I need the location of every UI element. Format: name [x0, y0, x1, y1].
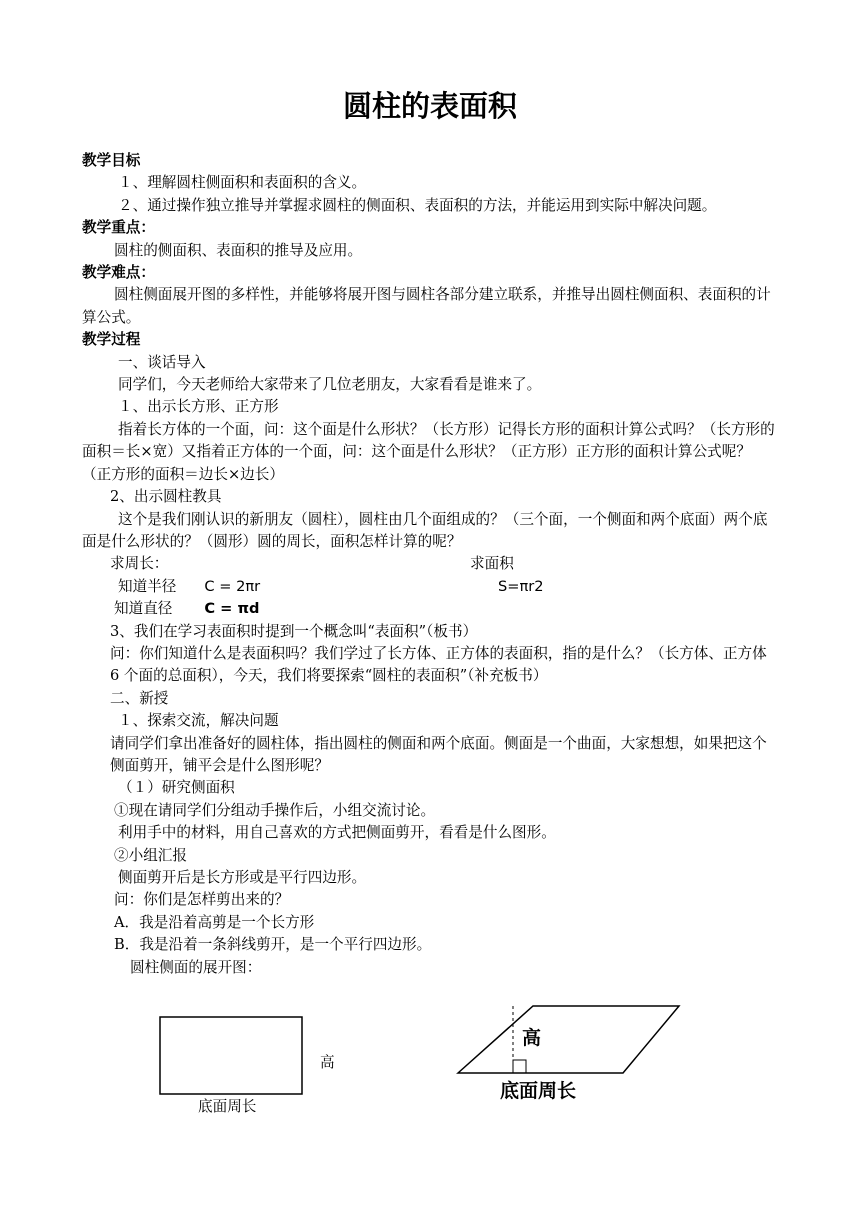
- para-base-label: 底面周长: [500, 1080, 577, 1102]
- area-formula: S=πr2: [498, 577, 544, 595]
- right-angle-marker: [513, 1060, 526, 1073]
- perimeter-label: 求周长：: [110, 555, 169, 573]
- process-line: （１）研究侧面积: [118, 779, 235, 797]
- process-line: 3、我们在学习表面积时提到一个概念叫“表面积”（板书）: [110, 622, 478, 640]
- process-line: ②小组汇报: [114, 846, 187, 864]
- radius-label: 知道半径: [118, 577, 177, 595]
- process-line: 指着长方体的一个面，问：这个面是什么形状？（长方形）记得长方形的面积计算公式吗？（长方形的面积＝长×宽）又指着正方体的一个面，问：这个面是什么形状？（正方形）正方形的面积计算公式呢？（正方形的面积＝边长×边长）: [82, 420, 775, 483]
- radius-formula: C = 2πr: [204, 577, 261, 595]
- process-line: ①现在请同学们分组动手操作后，小组交流讨论。: [114, 801, 436, 819]
- process-line: 这个是我们刚认识的新朋友（圆柱），圆柱由几个面组成的？（三个面，一个侧面和两个底面）两个底面是什么形状的？（圆形）圆的周长，面积怎样计算的呢？: [82, 510, 768, 550]
- process-line: 二、新授: [110, 689, 169, 707]
- key-point-heading: 教学重点：: [82, 219, 155, 237]
- process-line: 请同学们拿出准备好的圆柱体，指出圆柱的侧面和两个底面。侧面是一个曲面，大家想想，如果把这个侧面剪开，铺平会是什么图形呢？: [110, 734, 767, 774]
- difficulty-heading: 教学难点：: [82, 264, 155, 282]
- rectangle-unfold-shape: [160, 1017, 302, 1094]
- process-line: 问：你们是怎样剪出来的？: [114, 891, 290, 909]
- page-title: 圆柱的表面积: [342, 89, 517, 123]
- process-line: 问：你们知道什么是表面积吗？我们学过了长方体、正方体的表面积，指的是什么？（长方体、正方体 6 个面的总面积），今天，我们将要探索“圆柱的表面积”（补充板书）: [110, 644, 767, 685]
- objective-item-1: １、理解圆柱侧面积和表面积的含义。: [118, 174, 367, 192]
- process-line: 侧面剪开后是长方形或是平行四边形。: [118, 869, 367, 886]
- parallelogram-unfold-shape: [458, 1006, 679, 1073]
- difficulty-text: 圆柱侧面展开图的多样性，并能够将展开图与圆柱各部分建立联系，并推导出圆柱侧面积、表面积的计算公式。: [82, 286, 771, 326]
- process-line: 同学们，今天老师给大家带来了几位老朋友，大家看看是谁来了。: [118, 376, 542, 394]
- objective-item-2: ２、通过操作独立推导并掌握求圆柱的侧面积、表面积的方法，并能运用到实际中解决问题。: [118, 196, 717, 214]
- rect-base-label: 底面周长: [198, 1098, 257, 1115]
- process-heading: 教学过程: [82, 331, 141, 349]
- process-line: B．我是沿着一条斜线剪开，是一个平行四边形。: [114, 936, 432, 954]
- process-line: 2、出示圆柱教具: [110, 488, 222, 506]
- process-line: 一、谈话导入: [118, 353, 206, 371]
- diameter-label: 知道直径: [114, 600, 173, 618]
- process-line: A．我是沿着高剪是一个长方形: [114, 913, 315, 931]
- para-height-label: 高: [522, 1027, 542, 1049]
- rect-height-label: 高: [320, 1054, 335, 1071]
- process-line: 圆柱侧面的展开图：: [130, 958, 262, 976]
- process-line: 利用手中的材料，用自己喜欢的方式把侧面剪开，看看是什么图形。: [118, 824, 556, 842]
- process-line: １、探索交流，解决问题: [118, 712, 279, 730]
- objectives-heading: 教学目标: [82, 152, 141, 169]
- area-label: 求面积: [470, 555, 514, 573]
- diameter-formula: C = πd: [204, 600, 260, 618]
- process-line: １、出示长方形、正方形: [118, 398, 279, 416]
- key-point-text: 圆柱的侧面积、表面积的推导及应用。: [114, 241, 363, 259]
